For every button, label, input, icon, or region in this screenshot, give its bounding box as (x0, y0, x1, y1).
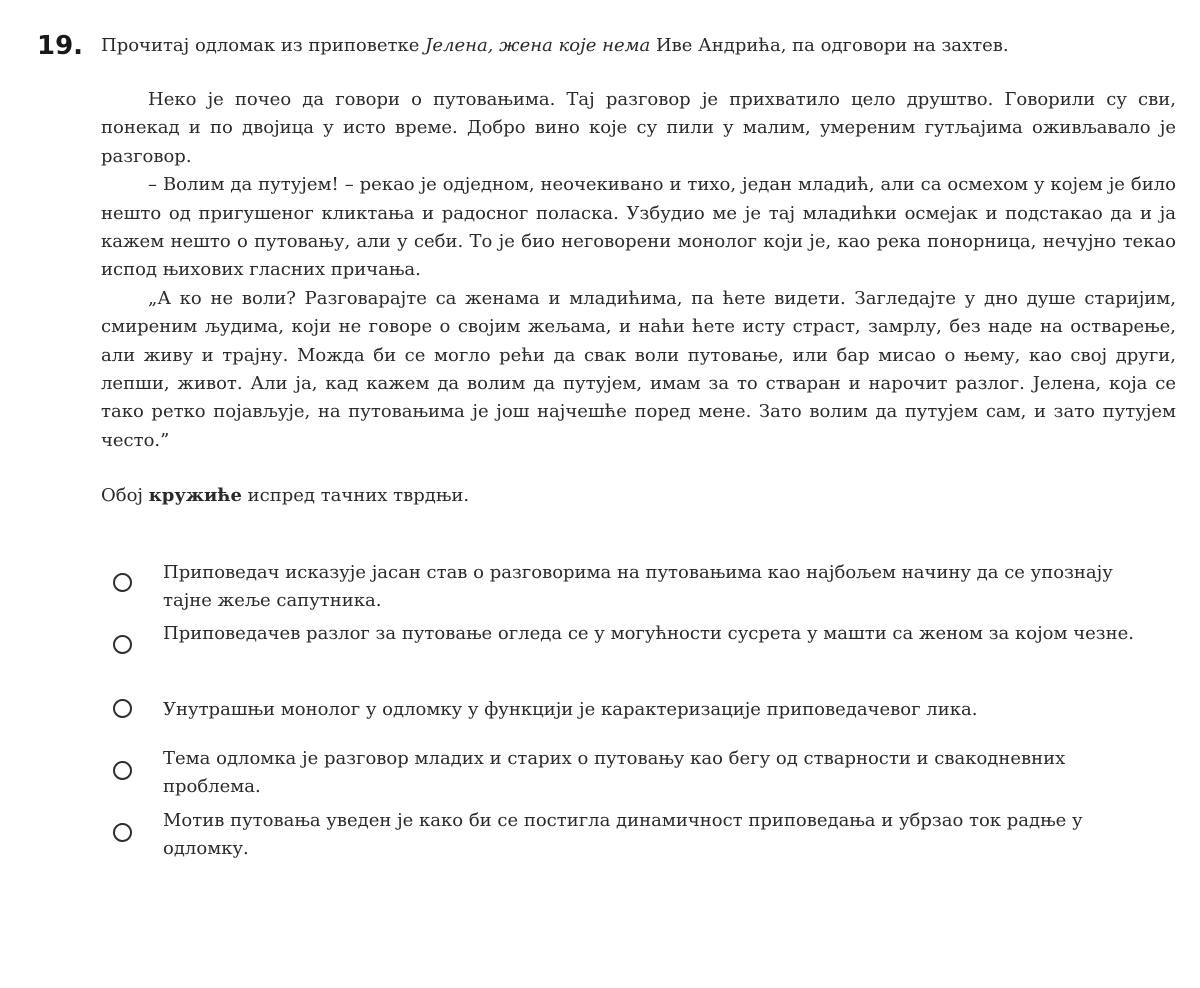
radio-circle-icon[interactable] (113, 635, 132, 654)
radio-circle-icon[interactable] (113, 823, 132, 842)
option-text: Мотив путовања уведен је како би се постигла динамичност приповедања и убрзао ток радње у одломку. (163, 810, 1083, 859)
instruction-keyword: кружиће (148, 485, 242, 506)
prompt-text-end: Иве Андрића, па одговори на захтев. (650, 35, 1009, 56)
option-text: Приповедач исказује јасан став о разговорима на путовањима као најбољем начину да се упознају тајне жеље сапутника. (163, 562, 1113, 611)
excerpt-paragraph: – Волим да путујем! – рекао је одједном, неочекивано и тихо, један младић, али са осмехом у којем је било нешто од пригушеног кликтања и радосног поласка. Узбудио ме је тај младићки осмејак и подстакао да и ја кажем нешто о путовању, али у себи. То је био неговорени монолог који је, као река понорница, нечујно текао испод њихових гласних причања. (101, 174, 1176, 281)
task-instruction (101, 483, 469, 509)
radio-circle-icon[interactable] (113, 699, 132, 718)
excerpt-paragraph: „А ко не воли? Разговарајте са женама и младићима, па ћете видети. Загледајте у дно душе старијим, смиреним људима, који не говоре о својим жељама, и наћи ћете исту страст, замрлу, без наде на остварење, али живу и трајну. Можда би се могло рећи да свак воли путовање, или бар мисао о њему, као свој други, лепши, живот. Али ја, кад кажем да волим да путујем, имам за то стваран и нарочит разлог. Јелена, која се тако ретко појављује, на путовањима је још најчешће поред мене. Зато волим да путујем сам, и зато путујем често.” (101, 287, 1176, 451)
option-text: Тема одломка је разговор младих и старих о путовању као бегу од стварности и свакодневних проблема. (163, 748, 1066, 797)
excerpt-paragraph: Неко је почео да говори о путовањима. Тај разговор је прихватило цело друштво. Говорили су сви, понекад и по двојица у исто време. Добро вино које су пили у малим, умереним гутљајима оживљавало је разговор. (101, 89, 1176, 167)
story-title: Јелена, жена које нема (425, 35, 651, 56)
question-prompt (101, 33, 1181, 59)
radio-circle-icon[interactable] (113, 573, 132, 592)
option-text: Приповедачев разлог за путовање огледа се у могућности сусрета у машти са женом за којом чезне. (163, 623, 1134, 644)
question-number: 19. (37, 31, 84, 61)
radio-circle-icon[interactable] (113, 761, 132, 780)
prompt-text-start: Прочитај одломак из приповетке (101, 35, 426, 56)
story-excerpt (101, 86, 1176, 455)
option-text: Унутрашњи монолог у одломку у функцији је карактеризације приповедачевог лика. (163, 699, 978, 720)
instruction-text-end: испред тачних тврдњи. (241, 485, 470, 506)
instruction-text-start: Обој (101, 485, 149, 506)
